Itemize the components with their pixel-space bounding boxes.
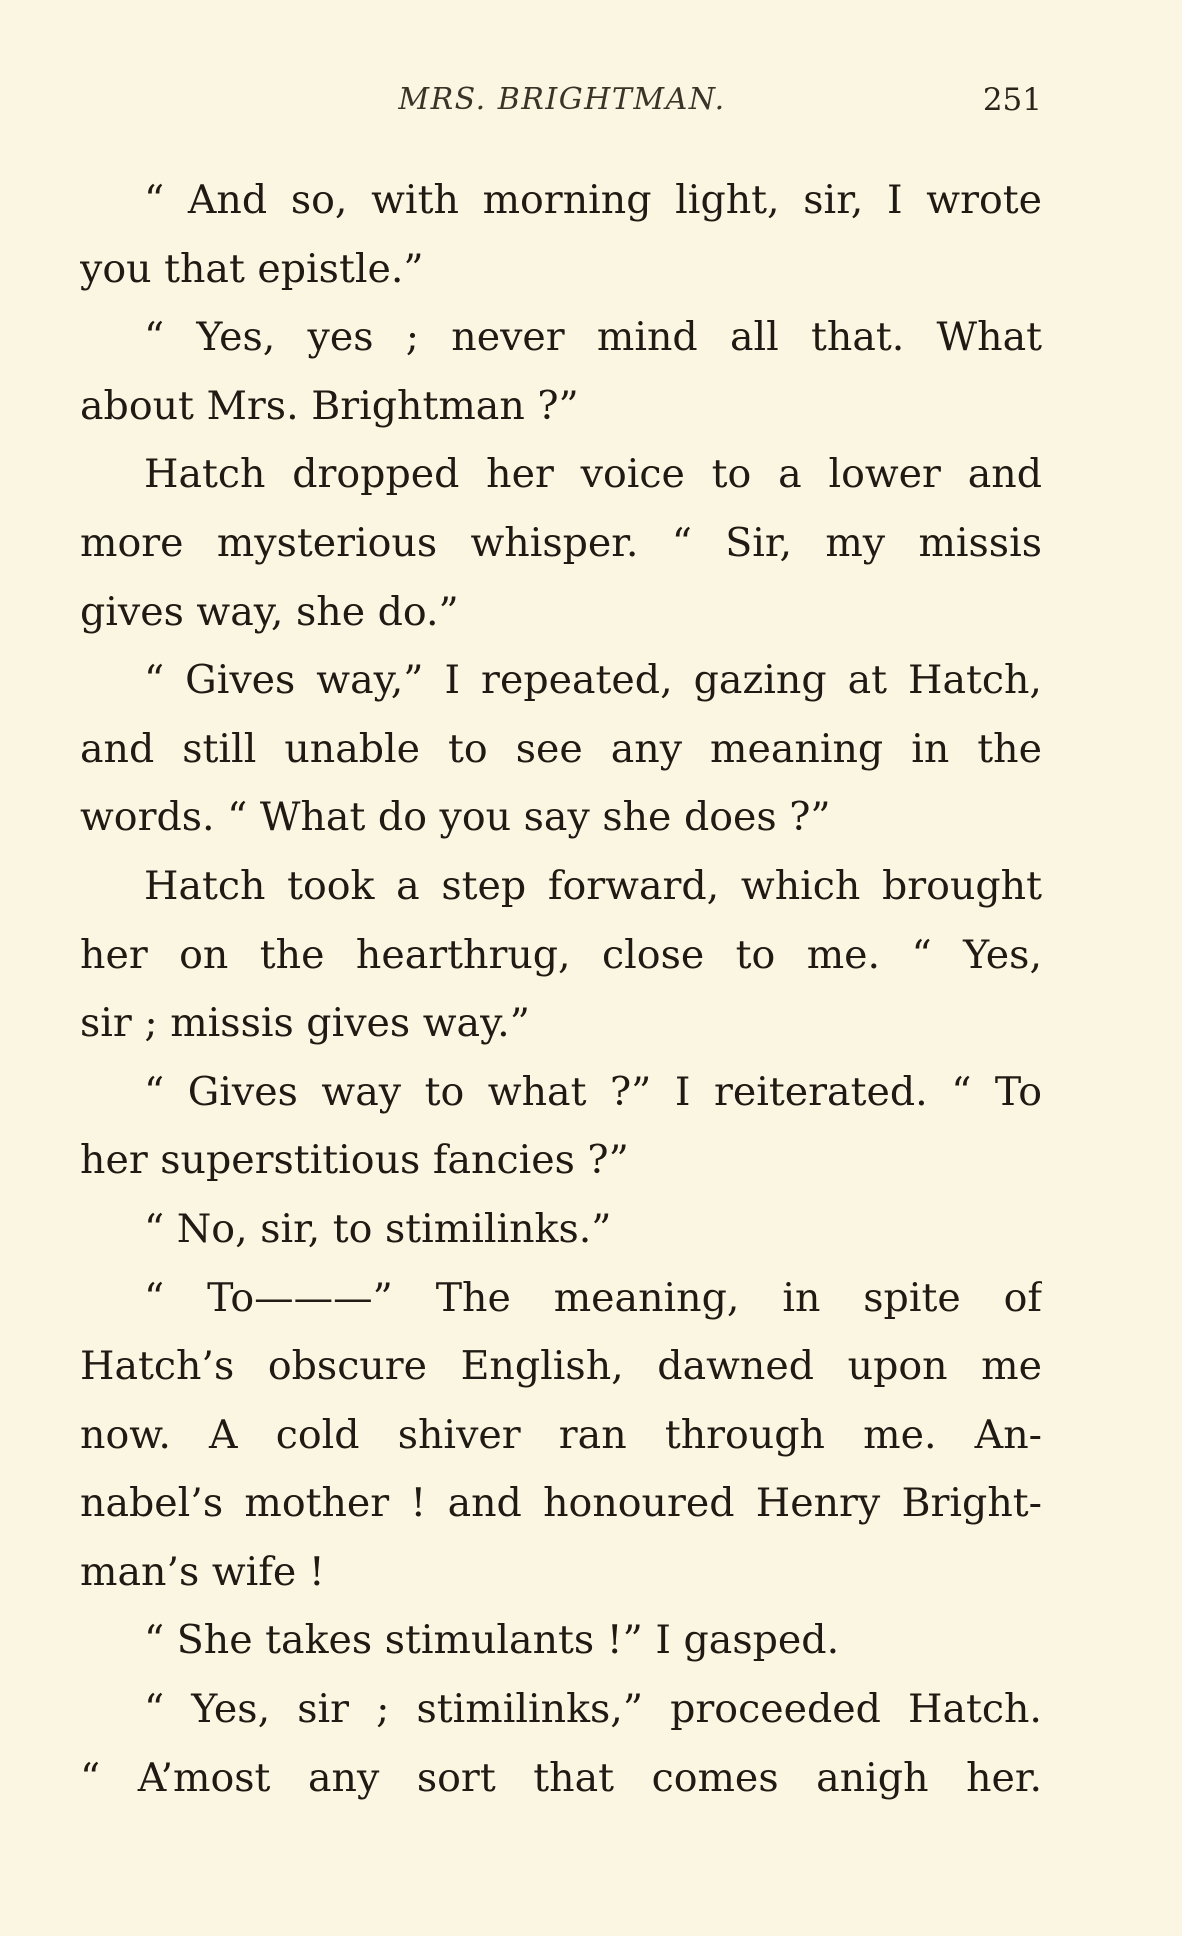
- text-line: “ No, sir, to stimilinks.”: [144, 1205, 612, 1252]
- text-line: “ A’most any sort that comes anigh her.: [80, 1754, 1042, 1801]
- text-line: nabel’s mother ! and honoured Henry Bright-: [80, 1480, 1042, 1527]
- text-line: more mysterious whisper. “ Sir, my missis: [80, 519, 1042, 566]
- text-line: about Mrs. Brightman ?”: [80, 382, 579, 429]
- text-line: words. “ What do you say she does ?”: [80, 794, 831, 841]
- body-text: [80, 166, 1042, 1812]
- text-line: her superstitious fancies ?”: [80, 1137, 629, 1184]
- text-line: “ And so, with morning light, sir, I wrote: [144, 177, 1042, 223]
- text-line: gives way, she do.”: [80, 588, 459, 635]
- text-line: now. A cold shiver ran through me. An-: [80, 1411, 1042, 1458]
- text-line: man’s wife !: [80, 1548, 325, 1595]
- text-line: sir ; missis gives way.”: [80, 1000, 530, 1047]
- text-line: and still unable to see any meaning in the: [80, 725, 1042, 772]
- text-line: Hatch’s obscure English, dawned upon me: [80, 1343, 1042, 1390]
- text-line: “ To———” The meaning, in spite of: [144, 1274, 1042, 1321]
- running-title: MRS. BRIGHTMAN.: [398, 82, 726, 117]
- text-line: you that epistle.”: [80, 245, 424, 292]
- text-line: Hatch took a step forward, which brought: [144, 862, 1042, 909]
- text-line: “ Gives way,” I repeated, gazing at Hatch,: [144, 657, 1042, 704]
- text-line: Hatch dropped her voice to a lower and: [144, 451, 1042, 498]
- page-number: 251: [982, 82, 1042, 118]
- text-line: her on the hearthrug, close to me. “ Yes,: [80, 931, 1042, 978]
- text-line: “ Yes, yes ; never mind all that. What: [144, 314, 1042, 361]
- text-line: “ Yes, sir ; stimilinks,” proceeded Hatch.: [144, 1686, 1042, 1733]
- text-line: “ She takes stimulants !” I gasped.: [144, 1617, 840, 1664]
- page-header: [78, 82, 1046, 130]
- text-line: “ Gives way to what ?” I reiterated. “ To: [144, 1068, 1042, 1115]
